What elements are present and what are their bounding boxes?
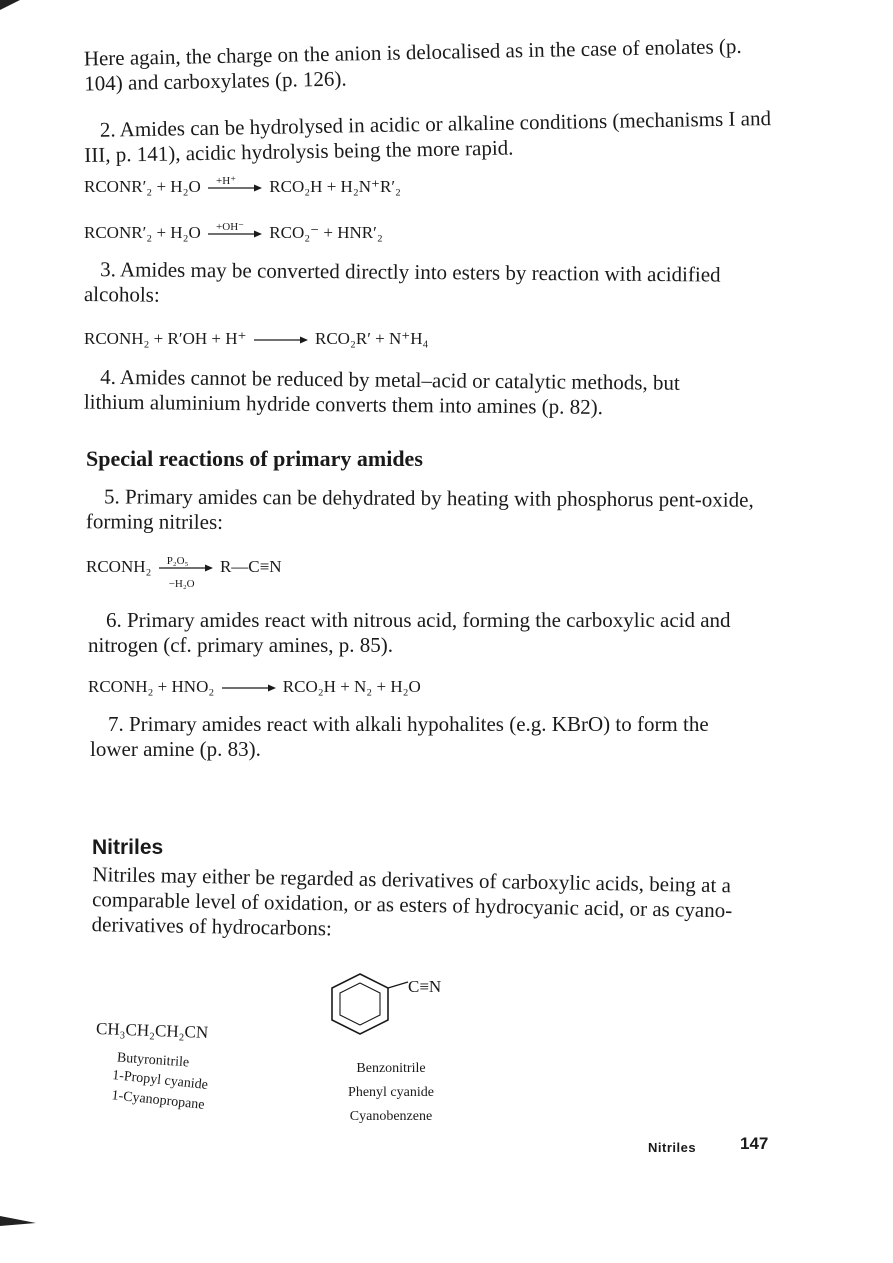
- corner-mark-top: [0, 0, 20, 12]
- benzonitrile-name-1: Benzonitrile: [356, 1061, 426, 1076]
- eq5-right: RCO₂H + N₂ + H₂O: [282, 677, 421, 696]
- eq4-byproduct: −H₂O: [168, 578, 195, 591]
- benzonitrile-name-3: Cyanobenzene: [349, 1109, 433, 1124]
- eq3-right: RCO₂R′ + N⁺H₄: [314, 329, 429, 348]
- paragraph-4: 4. Amides cannot be reduced by metal–acid or catalytic methods, but lithium aluminium hydride converts them into amines (p. 82).: [83, 364, 680, 420]
- eq4-reagent: P₂O₅: [166, 555, 189, 568]
- eq2-right: RCO₂⁻ + HNR′₂: [269, 223, 383, 242]
- paragraph-5: 5. Primary amides can be dehydrated by heating with phosphorus pent-oxide, forming nitriles:: [85, 484, 754, 534]
- eq1-right: RCO₂H + H₂N⁺R′₂: [269, 177, 401, 196]
- footer-page-number: 147: [740, 1134, 769, 1153]
- eq5-arrow: [222, 683, 276, 693]
- equation-acid-hydrolysis: [84, 176, 401, 198]
- equation-base-hydrolysis: [84, 222, 383, 244]
- eq4-left: RCONH₂: [86, 557, 152, 576]
- eq4-right: R—C≡N: [219, 557, 282, 576]
- corner-mark-bottom: [0, 1216, 36, 1228]
- eq4-arrow: [159, 555, 213, 591]
- equation-nitrous-acid: [88, 676, 421, 698]
- heading-nitriles: Nitriles: [92, 836, 164, 859]
- butyronitrile-name-1: Butyronitrile: [116, 1050, 190, 1071]
- butyronitrile-name-3: 1-Cyanopropane: [110, 1088, 206, 1113]
- eq2-left: RCONR′₂ + H₂O: [84, 223, 201, 242]
- butyronitrile-name-2: 1-Propyl cyanide: [111, 1068, 209, 1093]
- butyronitrile-formula: CH₃CH₂CH₂CN: [95, 1019, 209, 1042]
- benzene-ring-structure: [324, 968, 414, 1048]
- eq3-left: RCONH₂ + R′OH + H⁺: [84, 329, 247, 348]
- benzonitrile-cyano-group: C≡N: [408, 977, 442, 996]
- paragraph-3: 3. Amides may be converted directly into esters by reaction with acidified alcohols:: [83, 257, 721, 307]
- eq2-condition: +OH⁻: [216, 221, 244, 234]
- paragraph-6: 6. Primary amides react with nitrous acid, forming the carboxylic acid and nitrogen (cf. primary amines, p. 85).: [88, 608, 731, 657]
- heading-special-reactions: Special reactions of primary amides: [86, 446, 423, 471]
- eq1-condition: +H⁺: [216, 175, 237, 188]
- equation-dehydration: [86, 555, 282, 591]
- paragraph-8: Nitriles may either be regarded as derivatives of carboxylic acids, being at a comparable level of oxidation, or as esters of hydrocyanic acid, or as cyano-derivatives of hydrocarbons:: [91, 862, 733, 941]
- paragraph-1: Here again, the charge on the anion is delocalised as in the case of enolates (p. 104) and carboxylates (p. 126).: [83, 33, 742, 96]
- paragraph-2: 2. Amides can be hydrolysed in acidic or alkaline conditions (mechanisms I and III, p. 141), acidic hydrolysis being the more rapid.: [84, 106, 772, 168]
- eq1-arrow: [208, 175, 262, 193]
- equation-esterification: [84, 328, 428, 350]
- eq3-arrow: [254, 335, 308, 345]
- footer-section-name: Nitriles: [648, 1140, 697, 1155]
- eq2-arrow: [208, 221, 262, 239]
- eq5-left: RCONH₂ + HNO₂: [88, 677, 215, 696]
- paragraph-7: 7. Primary amides react with alkali hypohalites (e.g. KBrO) to form the lower amine (p. 83).: [90, 712, 709, 761]
- benzonitrile-name-2: Phenyl cyanide: [348, 1085, 434, 1100]
- eq1-left: RCONR′₂ + H₂O: [84, 177, 201, 196]
